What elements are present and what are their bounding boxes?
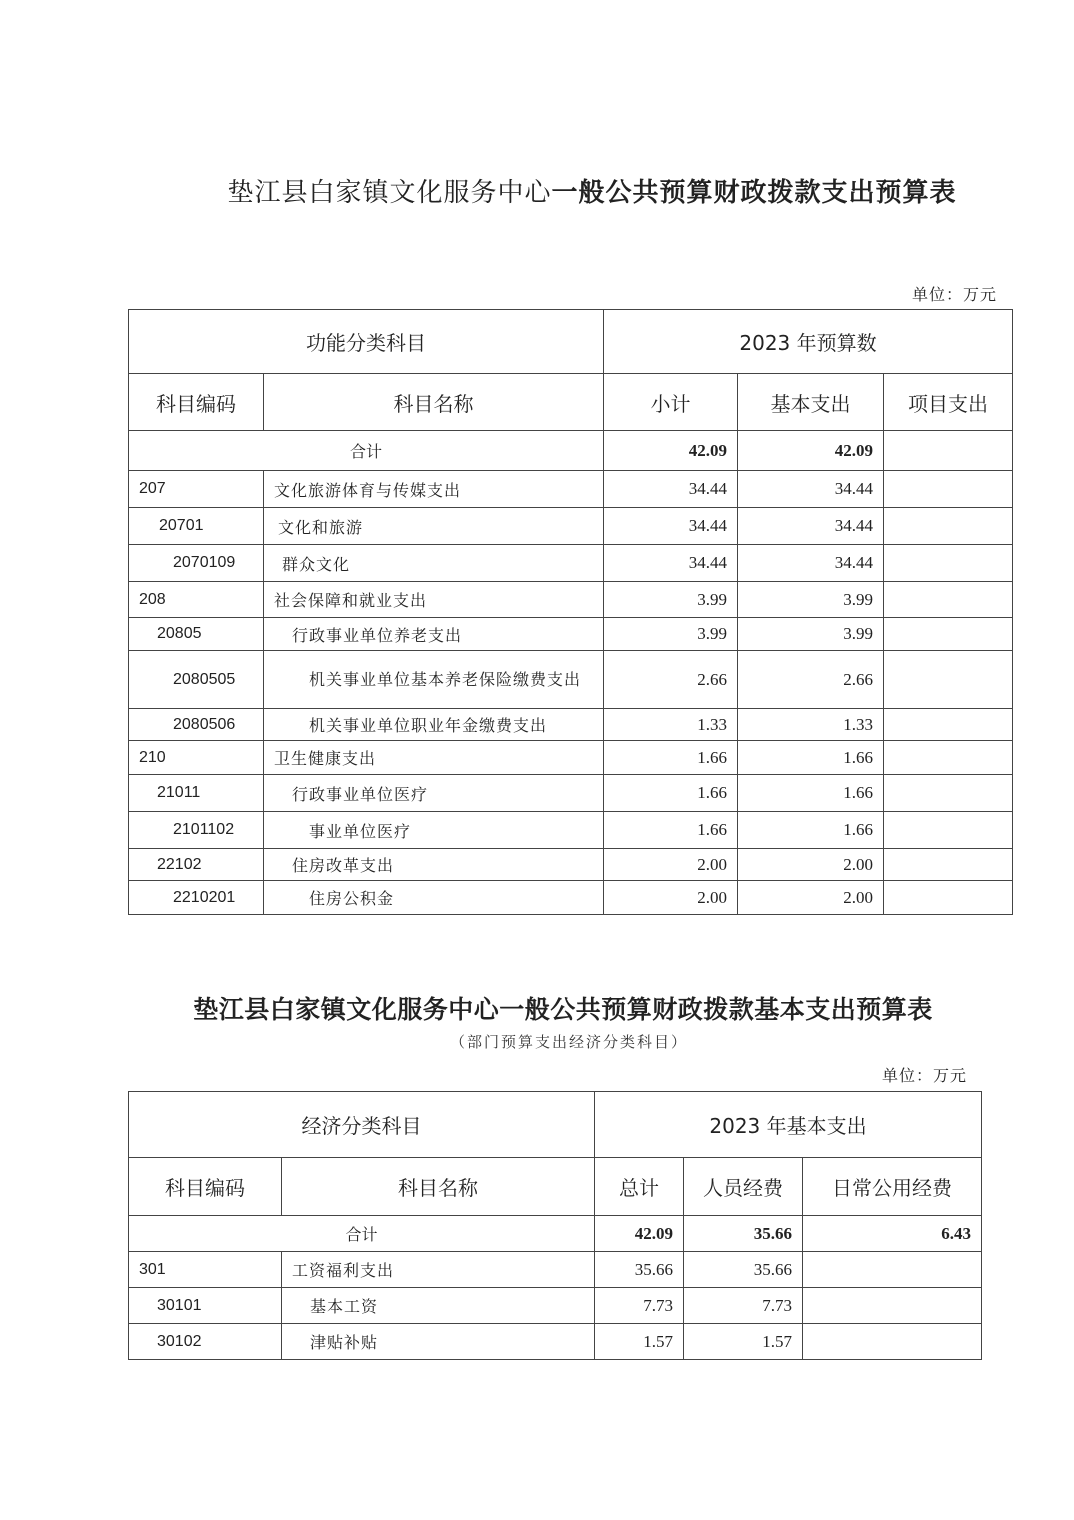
row-basic: 34.44 — [738, 471, 884, 508]
table-row — [129, 545, 1013, 582]
header-budget-year: 2023 年预算数 — [604, 310, 1013, 374]
row-basic: 3.99 — [738, 582, 884, 618]
row-code: 30102 — [129, 1324, 282, 1360]
row-subtotal: 2.00 — [604, 881, 738, 915]
total-label: 合计 — [129, 431, 604, 471]
header-functional-category: 功能分类科目 — [129, 310, 604, 374]
row-code: 210 — [129, 741, 264, 775]
total-subtotal: 42.09 — [604, 431, 738, 471]
row-code: 2080506 — [129, 709, 264, 741]
row-code: 207 — [129, 471, 264, 508]
row-project — [884, 651, 1013, 709]
row-code: 2070109 — [129, 545, 264, 582]
row-subtotal: 1.66 — [604, 741, 738, 775]
row-name: 津贴补贴 — [282, 1324, 595, 1360]
row-total: 7.73 — [595, 1288, 684, 1324]
header-personnel: 人员经费 — [684, 1158, 803, 1216]
row-name: 文化和旅游 — [264, 508, 604, 545]
total-basic: 42.09 — [738, 431, 884, 471]
row-project — [884, 849, 1013, 881]
table-row — [129, 741, 1013, 775]
header-project: 项目支出 — [884, 374, 1013, 431]
row-name: 工资福利支出 — [282, 1252, 595, 1288]
table-row — [129, 881, 1013, 915]
row-project — [884, 741, 1013, 775]
table-row — [129, 471, 1013, 508]
row-name: 机关事业单位职业年金缴费支出 — [264, 709, 604, 741]
table1-title-main: 一般公共预算财政拨款支出预算表 — [551, 178, 957, 208]
row-public — [803, 1324, 982, 1360]
row-project — [884, 709, 1013, 741]
row-project — [884, 545, 1013, 582]
row-basic: 2.00 — [738, 849, 884, 881]
total-label: 合计 — [129, 1216, 595, 1252]
header-basic: 基本支出 — [738, 374, 884, 431]
header-basic-year: 2023 年基本支出 — [595, 1092, 982, 1158]
row-project — [884, 618, 1013, 651]
header-code: 科目编码 — [129, 374, 264, 431]
row-name: 行政事业单位养老支出 — [264, 618, 604, 651]
row-project — [884, 582, 1013, 618]
row-subtotal: 3.99 — [604, 582, 738, 618]
row-code: 22102 — [129, 849, 264, 881]
row-total: 35.66 — [595, 1252, 684, 1288]
row-subtotal: 1.33 — [604, 709, 738, 741]
table-row — [129, 508, 1013, 545]
table2-title: 垫江县白家镇文化服务中心一般公共预算财政拨款基本支出预算表 — [193, 995, 933, 1024]
table-row — [129, 651, 1013, 709]
row-project — [884, 881, 1013, 915]
row-code: 208 — [129, 582, 264, 618]
total-personnel: 35.66 — [684, 1216, 803, 1252]
row-code: 30101 — [129, 1288, 282, 1324]
table2-subtitle: （部门预算支出经济分类科目） — [449, 1033, 688, 1051]
header-total: 总计 — [595, 1158, 684, 1216]
table1-unit: 单位：万元 — [912, 285, 998, 304]
table-row — [129, 1288, 982, 1324]
total-total: 42.09 — [595, 1216, 684, 1252]
table2-unit: 单位：万元 — [882, 1066, 968, 1085]
row-subtotal: 34.44 — [604, 545, 738, 582]
row-name: 基本工资 — [282, 1288, 595, 1324]
row-subtotal: 1.66 — [604, 775, 738, 812]
row-personnel: 7.73 — [684, 1288, 803, 1324]
row-name: 社会保障和就业支出 — [264, 582, 604, 618]
table1-title — [0, 172, 1074, 209]
row-name: 行政事业单位医疗 — [264, 775, 604, 812]
row-project — [884, 812, 1013, 849]
header-economic-category: 经济分类科目 — [129, 1092, 595, 1158]
row-code: 2080505 — [129, 651, 264, 709]
header-subtotal: 小计 — [604, 374, 738, 431]
header-public: 日常公用经费 — [803, 1158, 982, 1216]
table-row — [129, 775, 1013, 812]
row-code: 21011 — [129, 775, 264, 812]
table-row — [129, 849, 1013, 881]
row-code: 2210201 — [129, 881, 264, 915]
table-row — [129, 1252, 982, 1288]
row-basic: 1.66 — [738, 741, 884, 775]
row-basic: 3.99 — [738, 618, 884, 651]
row-public — [803, 1252, 982, 1288]
expenditure-budget-table — [128, 309, 1013, 915]
row-name: 群众文化 — [264, 545, 604, 582]
row-project — [884, 508, 1013, 545]
row-subtotal: 1.66 — [604, 812, 738, 849]
row-name: 住房公积金 — [264, 881, 604, 915]
table-row — [129, 1324, 982, 1360]
row-personnel: 35.66 — [684, 1252, 803, 1288]
row-subtotal: 2.66 — [604, 651, 738, 709]
total-public: 6.43 — [803, 1216, 982, 1252]
row-project — [884, 471, 1013, 508]
table-row — [129, 812, 1013, 849]
row-subtotal: 34.44 — [604, 471, 738, 508]
table-row — [129, 618, 1013, 651]
header-name: 科目名称 — [282, 1158, 595, 1216]
row-code: 2101102 — [129, 812, 264, 849]
row-basic: 1.66 — [738, 775, 884, 812]
row-code: 20701 — [129, 508, 264, 545]
row-basic: 2.66 — [738, 651, 884, 709]
row-public — [803, 1288, 982, 1324]
row-code: 301 — [129, 1252, 282, 1288]
header-code: 科目编码 — [129, 1158, 282, 1216]
row-name: 事业单位医疗 — [264, 812, 604, 849]
table1-title-org: 垫江县白家镇文化服务中心 — [227, 178, 552, 208]
row-name: 文化旅游体育与传媒支出 — [264, 471, 604, 508]
row-basic: 34.44 — [738, 545, 884, 582]
row-basic: 1.66 — [738, 812, 884, 849]
row-total: 1.57 — [595, 1324, 684, 1360]
row-project — [884, 775, 1013, 812]
row-subtotal: 3.99 — [604, 618, 738, 651]
row-code: 20805 — [129, 618, 264, 651]
row-subtotal: 34.44 — [604, 508, 738, 545]
basic-expenditure-table — [128, 1091, 982, 1360]
row-basic: 2.00 — [738, 881, 884, 915]
total-project — [884, 431, 1013, 471]
table-row — [129, 709, 1013, 741]
row-personnel: 1.57 — [684, 1324, 803, 1360]
row-basic: 34.44 — [738, 508, 884, 545]
row-name: 住房改革支出 — [264, 849, 604, 881]
row-subtotal: 2.00 — [604, 849, 738, 881]
header-name: 科目名称 — [264, 374, 604, 431]
row-name: 卫生健康支出 — [264, 741, 604, 775]
row-basic: 1.33 — [738, 709, 884, 741]
table-row — [129, 582, 1013, 618]
row-name: 机关事业单位基本养老保险缴费支出 — [264, 651, 604, 709]
